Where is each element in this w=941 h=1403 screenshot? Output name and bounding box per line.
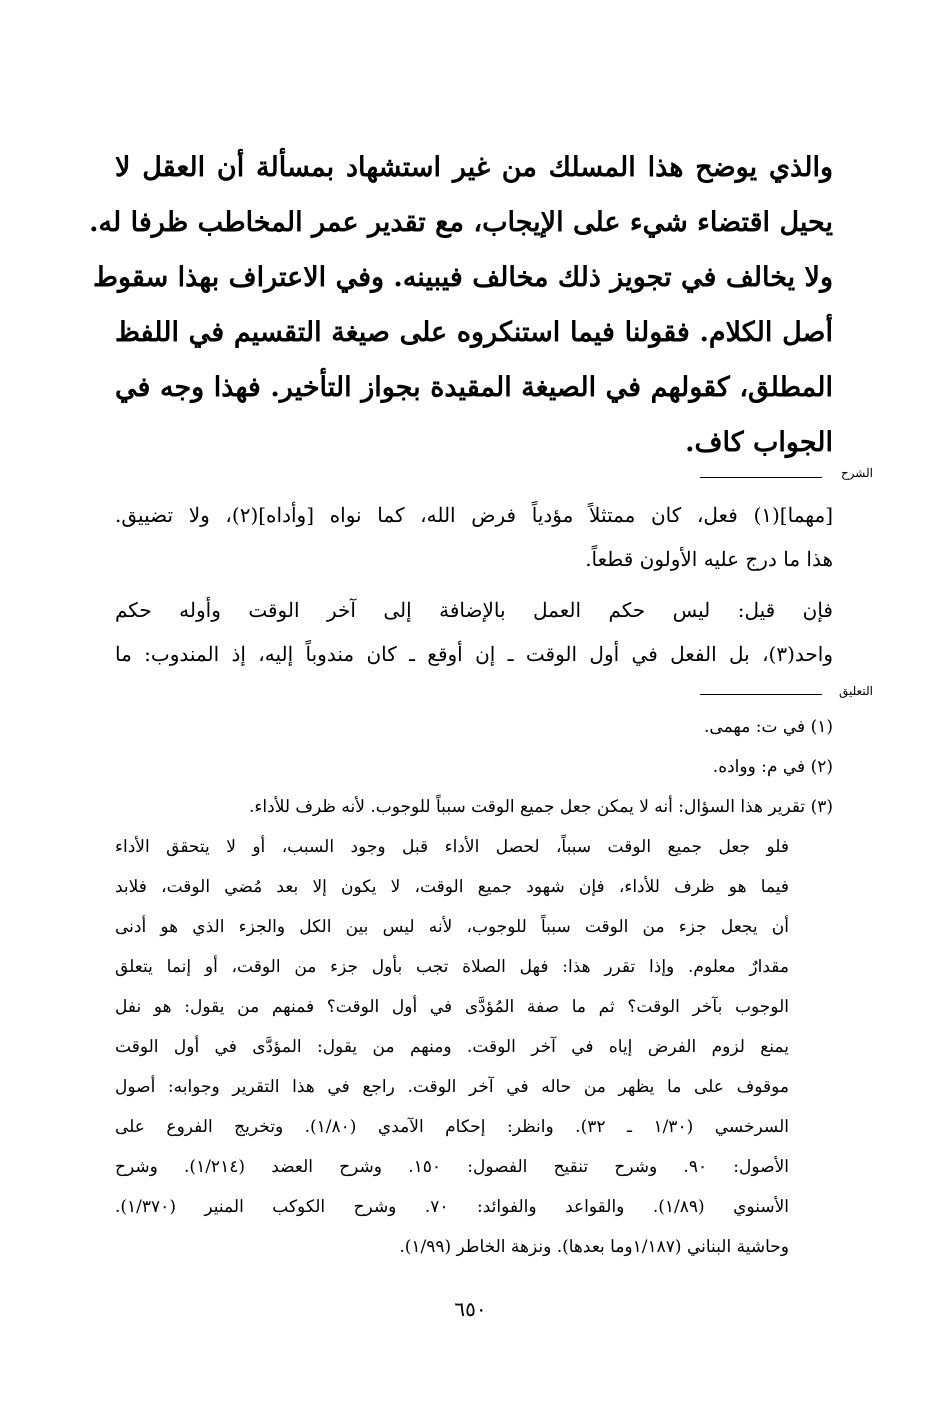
main-line: المطلق، كقولهم في الصيغة المقيدة بجواز التأخير. فهذا وجه في <box>115 372 833 403</box>
footnote-cont-line: فيما هو ظرف للأداء، فإن شهود جميع الوقت، لا يكون إلا بعد مُضي الوقت، فلابد <box>115 877 789 897</box>
sharh-line: فإن قيل: ليس حكم العمل بالإضافة إلى آخر الوقت وأوله حكم <box>115 598 833 622</box>
sharh-line: هذا ما درج عليه الأولون قطعاً. <box>585 547 833 571</box>
footnote-cont-line: الأصول: ٩٠. وشرح تنقيح الفصول: ١٥٠. وشرح العضد (١/٢١٤). وشرح <box>115 1157 790 1177</box>
footnote-item: (٢) في م: وواده. <box>712 757 833 777</box>
sharh-line: واحد(٣)، بل الفعل في أول الوقت ـ إن أوقع ـ كان مندوباً إليه، إذ المندوب: ما <box>115 642 834 666</box>
main-line: يحيل اقتضاء شيء على الإيجاب، مع تقدير عمر المخاطب ظرفا له. <box>89 207 833 238</box>
main-line: ولا يخالف في تجويز ذلك مخالف فيبينه. وفي الاعتراف بهذا سقوط <box>93 262 833 293</box>
footnote-cont-line: وحاشية البناني (١/١٨٧وما بعدها). ونزهة الخاطر (١/٩٩). <box>399 1237 789 1257</box>
taaliq-label: التعليق <box>838 684 873 698</box>
footnote-item: (١) في ت: مهمى. <box>704 717 833 737</box>
main-line: والذي يوضح هذا المسلك من غير استشهاد بمسألة أن العقل لا <box>115 152 833 183</box>
footnote-cont-line: مقدارٌ معلوم. وإذا تقرر هذا: فهل الصلاة تجب بأول جزء من الوقت، أو إنما يتعلق <box>115 957 789 977</box>
taaliq-divider <box>700 694 822 695</box>
main-line: الجواب كاف. <box>685 427 833 458</box>
sharh-line: [مهما](١) فعل، كان ممتثلاً مؤدياً فرض الله، كما نواه [وأداه](٢)، ولا تضييق. <box>115 503 833 527</box>
footnote-cont-line: فلو جعل جميع الوقت سبباً، لحصل الأداء قبل وجود السبب، أو لا يتحقق الأداء <box>115 837 789 857</box>
footnote-cont-line: موقوف على ما يظهر من حاله في آخر الوقت. راجع في هذا التقرير وجوابه: أصول <box>115 1077 789 1097</box>
sharh-divider <box>700 477 822 478</box>
footnote-cont-line: الوجوب بآخر الوقت؟ ثم ما صفة المُؤدَّى في أول الوقت؟ فمنهم من يقول: هو نفل <box>115 997 789 1017</box>
footnote-cont-line: الأسنوي (١/٨٩). والقواعد والفوائد: ٧٠. وشرح الكوكب المنير (١/٣٧٠). <box>115 1197 789 1217</box>
footnote-cont-line: أن يجعل جزء من الوقت سبباً للوجوب، لأنه ليس بين الكل والجزء الذي هو أدنى <box>115 917 789 937</box>
footnote-cont-line: السرخسي (١/٣٠ ـ ٣٢). وانظر: إحكام الآمدي (١/٨٠). وتخريج الفروع على <box>115 1117 789 1137</box>
footnote-cont-line: يمنع لزوم الفرض إياه في آخر الوقت. ومنهم من يقول: المؤدَّى في أول الوقت <box>115 1037 789 1057</box>
sharh-label: الشرح <box>840 466 873 480</box>
footnote-item: (٣) تقرير هذا السؤال: أنه لا يمكن جعل جميع الوقت سبباً للوجوب. لأنه ظرف للأداء. <box>249 797 833 817</box>
main-line: أصل الكلام. فقولنا فيما استنكروه على صيغة التقسيم في اللفظ <box>115 317 833 348</box>
page-number: ٦٥٠ <box>454 1297 487 1321</box>
